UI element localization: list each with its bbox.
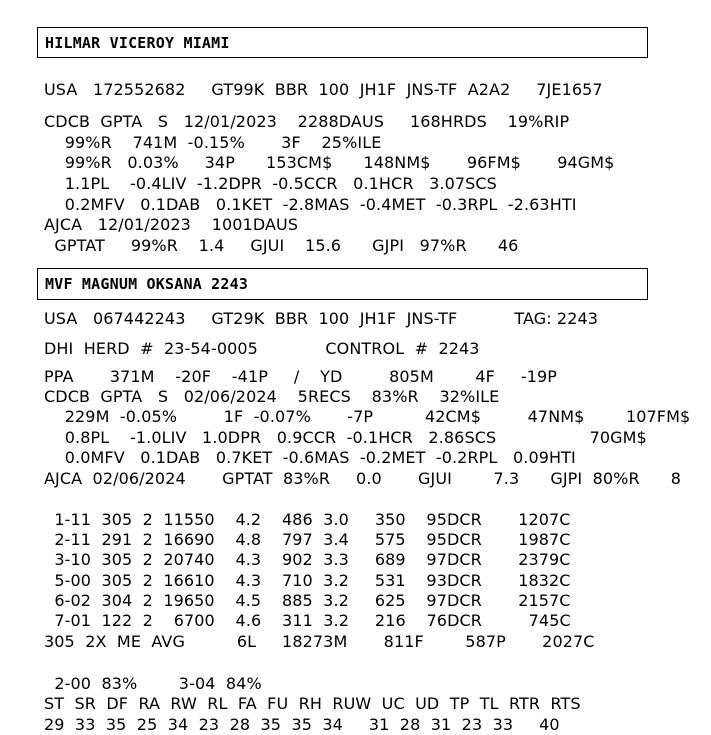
sire-name-box [37,27,648,58]
sire-line-6: 0.2MFV 0.1DAB 0.1KET -2.8MAS -0.4MET -0.3RPL -2.63HTI [44,195,577,214]
cow-line-1: USA 067442243 GT29K BBR 100 JH1F JNS-TF TAG: 2243 [44,309,599,328]
cow-line-6: 0.8PL -1.0LIV 1.0DPR 0.9CCR -0.1HCR 2.86SCS 70GM$ [44,428,647,447]
cow-line-5: 229M -0.05% 1F -0.07% -7P 42CM$ 47NM$ 107FM$ [44,407,691,426]
lactation-row: 6-02 304 2 19650 4.5 885 3.2 625 97DCR 2157C [44,591,571,610]
cow-line-7: 0.0MFV 0.1DAB 0.7KET -0.6MAS -0.2MET -0.2RPL 0.09HTI [44,448,576,467]
lactation-row: 7-01 122 2 6700 4.6 311 3.2 216 76DCR 745C [44,611,571,630]
sire-line-4: 99%R 0.03% 34P 153CM$ 148NM$ 96FM$ 94GM$ [44,153,615,172]
linear-trait-headers: ST SR DF RA RW RL FA FU RH RUW UC UD TP TL RTR RTS [44,694,581,713]
cow-name: MVF MAGNUM OKSANA 2243 [45,275,249,293]
sire-line-2: CDCB GPTA S 12/01/2023 2288DAUS 168HRDS 19%RIP [44,112,570,131]
classification-scores: 2-00 83% 3-04 84% [44,674,262,693]
cow-line-2: DHI HERD # 23-54-0005 CONTROL # 2243 [44,339,480,358]
cow-line-4: CDCB GPTA S 02/06/2024 5RECS 83%R 32%ILE [44,387,500,406]
cow-name-box [37,268,648,300]
sire-line-7: AJCA 12/01/2023 1001DAUS [44,215,299,234]
cow-line-8: AJCA 02/06/2024 GPTAT 83%R 0.0 GJUI 7.3 GJPI 80%R 8 [44,469,682,488]
sire-line-3: 99%R 741M -0.15% 3F 25%ILE [44,133,382,152]
sire-line-5: 1.1PL -0.4LIV -1.2DPR -0.5CCR 0.1HCR 3.07SCS [44,174,497,193]
lactation-row: 1-11 305 2 11550 4.2 486 3.0 350 95DCR 1207C [44,510,571,529]
linear-trait-values: 29 33 35 25 34 23 28 35 35 34 31 28 31 23 33 40 [44,715,560,734]
sire-line-1: USA 172552682 GT99K BBR 100 JH1F JNS-TF A2A2 7JE1657 [44,80,603,99]
lactation-row: 2-11 291 2 16690 4.8 797 3.4 575 95DCR 1987C [44,530,571,549]
lactation-row: 3-10 305 2 20740 4.3 902 3.3 689 97DCR 2379C [44,550,571,569]
cow-line-3: PPA 371M -20F -41P / YD 805M 4F -19P [44,367,558,386]
me-average-row: 305 2X ME AVG 6L 18273M 811F 587P 2027C [44,632,595,651]
sire-name: HILMAR VICEROY MIAMI [45,33,230,52]
lactation-row: 5-00 305 2 16610 4.3 710 3.2 531 93DCR 1832C [44,571,571,590]
sire-line-8: GPTAT 99%R 1.4 GJUI 15.6 GJPI 97%R 46 [44,236,519,255]
